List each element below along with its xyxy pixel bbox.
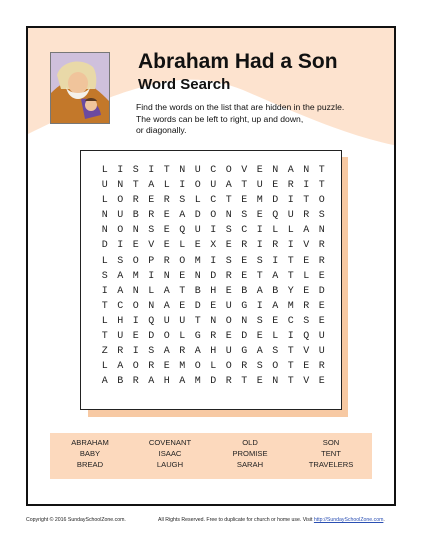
grid-letter: T: [318, 180, 325, 192]
grid-letter: E: [318, 270, 325, 282]
word-bank-item: SARAH: [236, 460, 264, 469]
word-bank-item: PROMISE: [232, 449, 268, 458]
footer-rights: [158, 517, 385, 523]
grid-letter: O: [272, 361, 279, 373]
grid-letter: A: [256, 346, 263, 358]
grid-letter: C: [117, 300, 124, 312]
grid-letter: I: [148, 165, 155, 176]
footer-copyright: Copyright © 2016 SundaySchoolZone.com.: [26, 517, 126, 523]
grid-letter: N: [318, 225, 325, 237]
grid-letter: C: [210, 195, 217, 207]
grid-letter: U: [225, 346, 232, 358]
word-bank: [50, 433, 372, 479]
grid-letter: N: [241, 315, 248, 327]
grid-letter: D: [101, 240, 108, 252]
grid-letter: L: [101, 315, 108, 327]
grid-letter: A: [225, 180, 232, 192]
grid-letter: N: [272, 376, 279, 388]
grid-letter: O: [194, 361, 201, 373]
grid-letter: A: [179, 376, 186, 388]
grid-letter: N: [210, 315, 217, 327]
grid-letter: L: [101, 255, 108, 267]
grid-letter: A: [101, 376, 108, 388]
grid-letter: E: [179, 300, 186, 312]
grid-letter: O: [225, 315, 232, 327]
grid-letter: V: [303, 376, 310, 388]
grid-letter: D: [210, 376, 217, 388]
grid-letter: L: [163, 180, 170, 192]
grid-letter: T: [194, 315, 201, 327]
grid-letter: C: [210, 165, 217, 176]
word-bank-item: BREAD: [76, 460, 104, 469]
grid-letter: I: [303, 180, 310, 192]
grid-letter: A: [272, 300, 279, 312]
grid-letter: I: [132, 346, 139, 358]
grid-letter: L: [210, 361, 217, 373]
grid-letter: C: [241, 225, 248, 237]
grid-letter: A: [148, 376, 155, 388]
grid-letter: E: [303, 285, 310, 297]
grid-letter: U: [117, 210, 124, 222]
grid-letter: E: [256, 376, 263, 388]
grid-letter: L: [101, 195, 108, 207]
grid-letter: O: [132, 255, 139, 267]
grid-letter: R: [303, 300, 310, 312]
grid-letter: S: [256, 315, 263, 327]
grid-letter: S: [303, 315, 310, 327]
grid-letter: O: [117, 195, 124, 207]
grid-letter: D: [272, 195, 279, 207]
grid-letter: O: [194, 180, 201, 192]
grid-letter: I: [287, 331, 294, 343]
grid-letter: A: [117, 361, 124, 373]
grid-letter: T: [101, 331, 108, 343]
grid-letter: R: [318, 255, 325, 267]
grid-letter: I: [210, 225, 217, 237]
grid-letter: S: [225, 225, 232, 237]
grid-letter: I: [117, 240, 124, 252]
grid-letter: L: [101, 165, 108, 176]
grid-letter: H: [210, 346, 217, 358]
footer-link[interactable]: http://SundaySchoolZone.com: [313, 517, 384, 523]
grid-letter: E: [272, 315, 279, 327]
grid-letter: A: [256, 285, 263, 297]
grid-letter: S: [241, 210, 248, 222]
grid-letter: U: [287, 210, 294, 222]
grid-letter: S: [256, 361, 263, 373]
grid-letter: N: [101, 225, 108, 237]
grid-letter: U: [194, 225, 201, 237]
worksheet-frame: [26, 26, 396, 506]
grid-letter: Q: [272, 210, 279, 222]
word-bank-item: BABY: [79, 449, 101, 458]
grid-letter: S: [179, 195, 186, 207]
grid-letter: I: [272, 255, 279, 267]
grid-letter: S: [318, 210, 325, 222]
grid-letter: D: [194, 210, 201, 222]
grid-letter: E: [194, 240, 201, 252]
word-bank-item: LAUGH: [156, 460, 184, 469]
grid-letter: V: [303, 240, 310, 252]
grid-letter: A: [194, 346, 201, 358]
footer-rights-text: All Rights Reserved. Free to duplicate for church or home use. Visit: [158, 517, 313, 523]
grid-letter: D: [210, 270, 217, 282]
grid-letter: E: [132, 331, 139, 343]
grid-letter: I: [179, 180, 186, 192]
grid-letter: R: [225, 376, 232, 388]
grid-letter: M: [194, 376, 201, 388]
grid-letter: U: [163, 315, 170, 327]
grid-letter: E: [318, 300, 325, 312]
grid-letter: R: [210, 331, 217, 343]
grid-letter: B: [272, 285, 279, 297]
grid-letter: D: [148, 331, 155, 343]
grid-letter: E: [210, 300, 217, 312]
word-bank-item: TRAVELERS: [308, 460, 354, 469]
grid-letter: Q: [179, 225, 186, 237]
grid-letter: U: [318, 331, 325, 343]
grid-letter: S: [256, 255, 263, 267]
grid-letter: A: [303, 225, 310, 237]
grid-letter: M: [256, 195, 263, 207]
grid-letter: R: [241, 361, 248, 373]
grid-letter: E: [318, 315, 325, 327]
grid-letter: T: [287, 270, 294, 282]
grid-letter: I: [132, 315, 139, 327]
grid-letter: B: [132, 210, 139, 222]
grid-letter: O: [132, 300, 139, 312]
grid-letter: E: [241, 195, 248, 207]
grid-letter: N: [132, 285, 139, 297]
grid-letter: I: [101, 285, 108, 297]
grid-letter: E: [241, 270, 248, 282]
grid-letter: O: [117, 225, 124, 237]
grid-letter: U: [225, 300, 232, 312]
grid-letter: B: [241, 285, 248, 297]
grid-letter: L: [272, 331, 279, 343]
grid-letter: E: [132, 240, 139, 252]
grid-letter: M: [132, 270, 139, 282]
grid-letter: T: [287, 376, 294, 388]
grid-letter: E: [256, 210, 263, 222]
grid-letter: G: [194, 331, 201, 343]
grid-letter: E: [256, 165, 263, 176]
grid-letter: R: [225, 270, 232, 282]
grid-letter: D: [194, 300, 201, 312]
grid-letter: S: [148, 225, 155, 237]
grid-letter: I: [256, 300, 263, 312]
grid-letter: A: [287, 165, 294, 176]
grid-letter: A: [163, 346, 170, 358]
grid-letter: L: [272, 225, 279, 237]
grid-letter: I: [287, 195, 294, 207]
word-bank-item: COVENANT: [148, 438, 192, 447]
grid-letter: O: [318, 195, 325, 207]
grid-letter: R: [287, 180, 294, 192]
grid-letter: R: [117, 346, 124, 358]
grid-letter: U: [101, 180, 108, 192]
grid-letter: T: [287, 255, 294, 267]
grid-letter: S: [117, 255, 124, 267]
grid-letter: T: [241, 376, 248, 388]
worksheet-subtitle: Word Search: [138, 76, 231, 93]
word-search-grid: [80, 150, 342, 410]
grid-letter: D: [241, 331, 248, 343]
grid-letter: N: [132, 225, 139, 237]
grid-letter: L: [303, 270, 310, 282]
grid-letter: S: [132, 165, 139, 176]
grid-letter: L: [179, 331, 186, 343]
instructions: [136, 102, 394, 137]
grid-letter: R: [148, 361, 155, 373]
grid-letter: E: [163, 240, 170, 252]
grid-letter: V: [148, 240, 155, 252]
grid-letter: S: [272, 346, 279, 358]
abraham-portrait-image: [50, 52, 110, 124]
grid-letter: R: [318, 240, 325, 252]
footer-link-suffix: .: [383, 517, 385, 523]
grid-letter: T: [225, 195, 232, 207]
grid-letter: L: [287, 225, 294, 237]
grid-letter: I: [210, 255, 217, 267]
grid-letter: C: [287, 315, 294, 327]
grid-letter: O: [225, 165, 232, 176]
grid-letter: I: [287, 240, 294, 252]
grid-letter: A: [179, 210, 186, 222]
grid-letter: E: [256, 331, 263, 343]
grid-letter: E: [272, 180, 279, 192]
grid-letter: O: [179, 255, 186, 267]
grid-letter: Z: [101, 346, 108, 358]
grid-letter: I: [256, 225, 263, 237]
grid-letter: U: [179, 315, 186, 327]
grid-letter: I: [148, 270, 155, 282]
grid-letter: E: [241, 255, 248, 267]
grid-letter: R: [132, 376, 139, 388]
grid-letter: R: [163, 195, 170, 207]
grid-letter: B: [194, 285, 201, 297]
grid-letter: X: [210, 240, 217, 252]
grid-letter: S: [101, 270, 108, 282]
grid-letter: U: [210, 180, 217, 192]
grid-letter: N: [163, 270, 170, 282]
grid-letter: A: [272, 270, 279, 282]
grid-letter: G: [241, 346, 248, 358]
grid-letter: E: [163, 361, 170, 373]
grid-letter: H: [163, 376, 170, 388]
grid-letter: N: [225, 210, 232, 222]
grid-letter: S: [148, 346, 155, 358]
grid-letter: T: [256, 270, 263, 282]
grid-letter: O: [163, 331, 170, 343]
grid-letter: E: [303, 255, 310, 267]
grid-letter: V: [303, 346, 310, 358]
grid-letter: R: [179, 346, 186, 358]
grid-letter: U: [194, 165, 201, 176]
grid-letter: L: [179, 240, 186, 252]
grid-letter: Q: [148, 315, 155, 327]
grid-letter: I: [256, 240, 263, 252]
instruction-line: Find the words on the list that are hidden in the puzzle.: [136, 102, 345, 112]
grid-letter: O: [210, 210, 217, 222]
grid-letter: T: [179, 285, 186, 297]
grid-letter: G: [241, 300, 248, 312]
grid-letter: H: [210, 285, 217, 297]
grid-letter: T: [287, 361, 294, 373]
grid-letter: E: [163, 210, 170, 222]
word-bank-item: OLD: [242, 438, 258, 447]
grid-letter: O: [132, 361, 139, 373]
grid-letter: P: [148, 255, 155, 267]
grid-letter: U: [117, 331, 124, 343]
grid-letter: A: [117, 270, 124, 282]
grid-letter: R: [303, 210, 310, 222]
grid-letter: R: [148, 210, 155, 222]
grid-letter: N: [303, 165, 310, 176]
grid-letter: L: [101, 361, 108, 373]
grid-letter: T: [241, 180, 248, 192]
grid-letter: T: [318, 165, 325, 176]
grid-letter: T: [163, 165, 170, 176]
grid-letter: M: [179, 361, 186, 373]
grid-letter: A: [163, 300, 170, 312]
grid-letter: R: [241, 240, 248, 252]
grid-letter: E: [179, 270, 186, 282]
grid-letter: R: [318, 361, 325, 373]
grid-letter: Q: [303, 331, 310, 343]
grid-letter: T: [101, 300, 108, 312]
grid-letter: N: [101, 210, 108, 222]
worksheet-title: Abraham Had a Son: [138, 50, 338, 73]
grid-letter: D: [318, 285, 325, 297]
grid-letter: I: [117, 165, 124, 176]
grid-letter: E: [163, 225, 170, 237]
grid-letter: N: [194, 270, 201, 282]
letter-grid: [97, 163, 330, 389]
grid-letter: N: [179, 165, 186, 176]
grid-letter: U: [318, 346, 325, 358]
word-bank-item: ABRAHAM: [71, 438, 109, 447]
grid-letter: A: [117, 285, 124, 297]
grid-letter: T: [132, 180, 139, 192]
grid-letter: U: [256, 180, 263, 192]
grid-letter: A: [163, 285, 170, 297]
grid-letter: E: [225, 331, 232, 343]
grid-letter: N: [148, 300, 155, 312]
grid-letter: N: [117, 180, 124, 192]
grid-letter: E: [225, 285, 232, 297]
grid-letter: B: [117, 376, 124, 388]
word-bank-item: SON: [322, 438, 340, 447]
grid-letter: E: [148, 195, 155, 207]
grid-letter: A: [148, 180, 155, 192]
grid-letter: V: [241, 165, 248, 176]
grid-letter: N: [272, 165, 279, 176]
grid-letter: E: [225, 240, 232, 252]
grid-letter: E: [318, 376, 325, 388]
grid-letter: T: [287, 346, 294, 358]
grid-letter: R: [132, 195, 139, 207]
grid-letter: E: [303, 361, 310, 373]
grid-letter: S: [225, 255, 232, 267]
instruction-line: The words can be left to right, up and down,: [136, 113, 304, 124]
grid-letter: T: [303, 195, 310, 207]
grid-letter: L: [148, 285, 155, 297]
grid-letter: L: [194, 195, 201, 207]
grid-letter: M: [287, 300, 294, 312]
grid-letter: Y: [287, 285, 294, 297]
instruction-line: or diagonally.: [136, 125, 187, 135]
grid-letter: M: [194, 255, 201, 267]
grid-letter: R: [163, 255, 170, 267]
word-bank-item: ISAAC: [158, 449, 182, 458]
grid-letter: H: [117, 315, 124, 327]
grid-letter: O: [225, 361, 232, 373]
word-bank-item: TENT: [321, 449, 341, 458]
grid-letter: R: [272, 240, 279, 252]
